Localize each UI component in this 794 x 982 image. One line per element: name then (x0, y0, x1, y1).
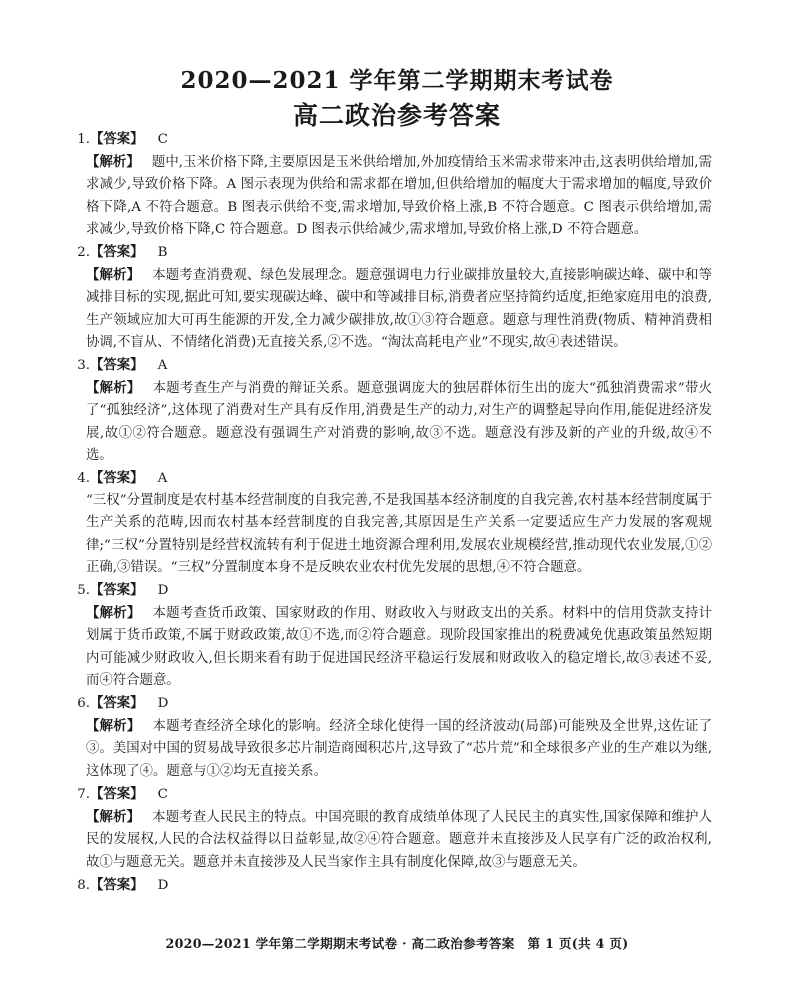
explain-label: 【解析】 (86, 718, 141, 735)
answer-value: D (157, 583, 169, 599)
answer-value: A (157, 471, 168, 487)
question-6 (77, 692, 713, 783)
question-number: 3. (77, 358, 90, 374)
explain-label: 【解析】 (86, 154, 140, 171)
question-3 (77, 354, 712, 467)
explanation (86, 602, 712, 692)
answer-label: 【答案】 (90, 695, 144, 712)
answer-line (77, 692, 712, 715)
answer-value: A (157, 358, 168, 374)
question-number: 5. (77, 583, 90, 599)
explanation-text: 本题考查经济全球化的影响。经济全球化使得一国的经济波动(局部)可能殃及全世界,这佐证了③。美国对中国的贸易战导致很多芯片制造商囤积芯片,这导致了“芯片荒”和全球很多产业的生产难以为继,这体现了④。题意与①②均无直接关系。 (86, 719, 713, 779)
question-number: 4. (77, 471, 90, 487)
answer-label: 【答案】 (90, 244, 144, 261)
explanation (86, 377, 712, 467)
question-number: 1. (77, 132, 90, 147)
question-number: 7. (77, 786, 90, 802)
explanation (86, 715, 712, 783)
answer-label: 【答案】 (90, 470, 144, 487)
answer-line (77, 874, 712, 897)
explain-label: 【解析】 (86, 267, 141, 284)
explain-label: 【解析】 (86, 605, 141, 622)
explanation-text: 本题考查消费观、绿色发展理念。题意强调电力行业碳排放量较大,直接影响碳达峰、碳中和等减排目标的实现,据此可知,要实现碳达峰、碳中和等减排目标,消费者应坚持简约适度,拒绝家庭用电的浪费,生产领域应加大可再生能源的开发,全力减少碳排放,故①③符合题意。题意与理性消费(物质、精神消费相协调,不盲从、不情绪化消费)无直接关系,②不选。“淘汰高耗电产业”不现实,故④表述错误。 (86, 268, 712, 350)
question-5 (77, 579, 713, 692)
answer-label: 【答案】 (90, 131, 144, 147)
explanation-text: 题中,玉米价格下降,主要原因是玉米供给增加,外加疫情给玉米需求带来冲击,这表明供给增加,需求减少,导致价格下降。A 图示表现为供给和需求都在增加,但供给增加的幅度大于需求增加的幅度,导致价格下降,A 不符合题意。B 图表示供给不变,需求增加,导致价格上涨,B 不符合题意。C 图表示供给增加,需求减少,导致价格下降,C 符合题意。D 图表示供给减少,需求增加,导致价格上涨,D 不符合题意。 (86, 155, 713, 237)
explanation (86, 490, 712, 579)
explanation-text: “三权”分置制度是农村基本经营制度的自我完善,不是我国基本经济制度的自我完善,农村基本经营制度属于生产关系的范畴,因而农村基本经营制度的自我完善,其原因是生产关系一定要适应生产力发展的客观规律;“三权”分置特别是经营权流转有利于促进土地资源合理利用,发展农业规模经营,推动现代农业发展,①②正确,③错误。“三权”分置制度本身不是反映农业农村优先发展的思想,④不符合题意。 (86, 493, 712, 575)
question-7 (77, 783, 712, 874)
answer-line (77, 128, 712, 151)
question-4 (77, 467, 712, 579)
explanation (86, 264, 712, 354)
explanation (86, 806, 712, 874)
answer-line (77, 467, 712, 490)
explanation-text: 本题考查生产与消费的辩证关系。题意强调庞大的独居群体衍生出的庞大“孤独消费需求”带火了“孤独经济”,这体现了消费对生产具有反作用,消费是生产的动力,对生产的调整起导向作用,能促进经济发展,故①②符合题意。题意没有强调生产对消费的影响,故③不选。题意没有涉及新的产业的升级,故④不选。 (86, 381, 712, 463)
question-number: 8. (77, 877, 90, 893)
answer-value: C (157, 786, 168, 802)
answer-label: 【答案】 (90, 876, 144, 893)
answer-label: 【答案】 (90, 785, 144, 802)
answer-label: 【答案】 (90, 582, 144, 599)
answer-value: C (157, 132, 168, 147)
explain-label: 【解析】 (86, 380, 141, 397)
question-8 (77, 874, 712, 897)
question-2 (77, 241, 712, 354)
answer-line (77, 783, 712, 806)
explanation-text: 本题考查人民民主的特点。中国亮眼的教育成绩单体现了人民民主的真实性,国家保障和维护人民的发展权,人民的合法权益得以日益彰显,故②④符合题意。题意并未直接涉及人民享有广泛的政治权利,故①与题意无关。题意并未直接涉及人民当家作主具有制度化保障,故③与题意无关。 (86, 810, 712, 870)
page-footer: 2020—2021 学年第二学期期末考试卷 · 高二政治参考答案 第 1 页(共 4 页) (165, 936, 629, 951)
answer-line (77, 241, 712, 264)
explain-label: 【解析】 (86, 809, 141, 826)
question-number: 6. (77, 696, 90, 712)
explanation (86, 151, 712, 241)
question-1 (77, 128, 713, 241)
question-number: 2. (77, 245, 90, 261)
answer-value: B (157, 245, 168, 261)
answer-list (77, 128, 713, 897)
explanation-text: 本题考查货币政策、国家财政的作用、财政收入与财政支出的关系。材料中的信用贷款支持计划属于货币政策,不属于财政政策,故①不选,而②符合题意。现阶段国家推出的税费减免优惠政策虽然短期内可能减少财政收入,但长期来看有助于促进国民经济平稳运行发展和财政收入的稳定增长,故③表述不妥,而④符合题意。 (86, 606, 713, 688)
answer-value: D (157, 877, 169, 893)
document-subtitle: 高二政治参考答案 (292, 101, 501, 130)
answer-line (77, 579, 712, 602)
answer-value: D (157, 696, 169, 712)
document-title: 2020—2021 学年第二学期期末考试卷 (180, 67, 614, 94)
answer-label: 【答案】 (90, 357, 144, 374)
answer-line (77, 354, 712, 377)
